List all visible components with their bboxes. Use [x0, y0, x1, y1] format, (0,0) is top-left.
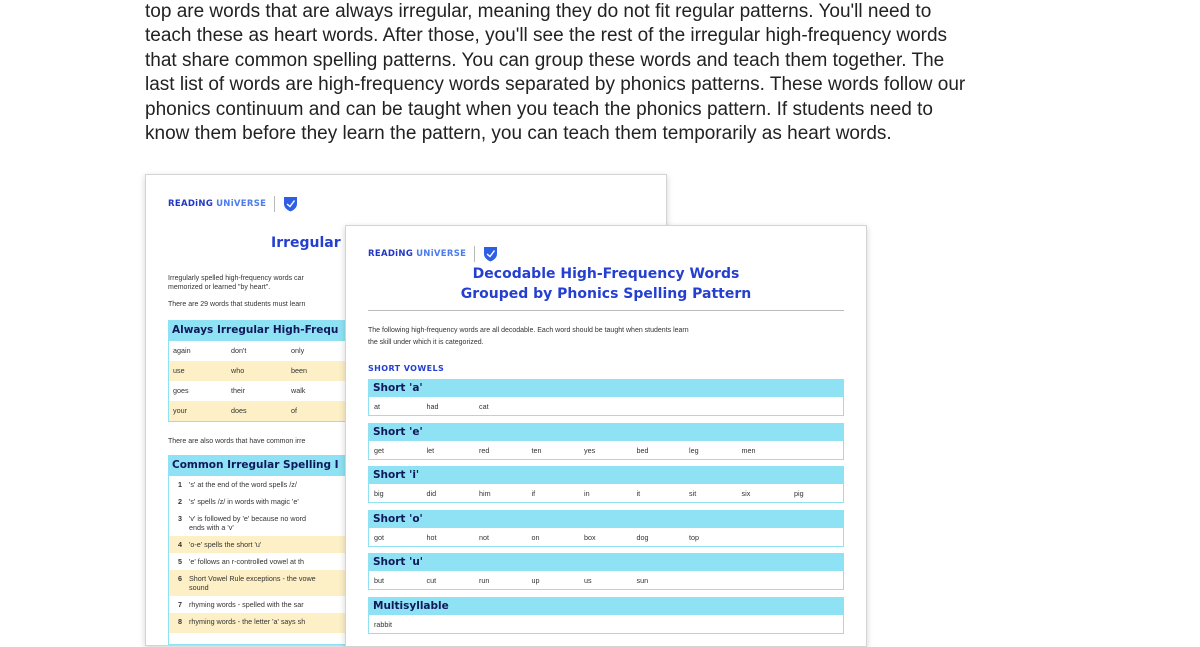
item-text: rhyming words - spelled with the sar: [189, 600, 304, 609]
group-words-row: [368, 615, 844, 634]
word: leg: [689, 445, 699, 455]
word: not: [479, 532, 489, 542]
word: on: [531, 532, 540, 542]
sheet-title: Irregular: [271, 235, 341, 251]
word: did: [426, 489, 437, 498]
intro-line: top are words that are always irregular, meaning they do not fit regular patterns. You'll need to: [145, 1, 932, 22]
description-line: Irregularly spelled high-frequency words car: [168, 275, 304, 282]
table-cell: don't: [231, 346, 247, 355]
group-header: Short 'i': [368, 466, 844, 484]
table-cell: use: [173, 366, 185, 375]
table-cell: only: [291, 346, 305, 355]
word: get: [374, 445, 384, 455]
sheet-subtitle: Grouped by Phonics Spelling Pattern: [460, 286, 752, 302]
word: at: [374, 402, 380, 411]
word: box: [584, 532, 596, 542]
word: but: [374, 576, 384, 585]
title-divider: [368, 310, 844, 311]
item-number: 7: [178, 600, 182, 609]
reading-universe-logo: [368, 246, 498, 262]
table-cell: their: [231, 386, 245, 395]
word: up: [531, 576, 540, 585]
logo-divider: [474, 246, 475, 262]
item-number: 3: [178, 514, 182, 523]
intro-paragraph: [145, 0, 1055, 146]
table-cell: been: [291, 366, 307, 375]
word: red: [479, 445, 490, 455]
word: hot: [426, 532, 437, 542]
logo-word-universe: UNiVERSE: [416, 249, 467, 259]
word: got: [374, 532, 384, 542]
word: men: [741, 445, 756, 455]
description-line: the skill under which it is categorized.: [368, 339, 484, 346]
word: sun: [636, 576, 649, 585]
word: sit: [689, 489, 697, 498]
item-text: sound: [189, 583, 209, 592]
decodable-words-sheet[interactable]: [345, 225, 867, 647]
item-text: rhyming words - the letter 'a' says sh: [189, 617, 306, 626]
word: run: [479, 576, 490, 585]
group-words-row: [368, 571, 844, 590]
intro-line: phonics continuum and can be taught when you teach the phonics pattern. If students need to: [145, 98, 933, 120]
table-cell: goes: [173, 386, 189, 395]
item-number: 5: [178, 557, 182, 566]
description-line: memorized or learned "by heart".: [168, 284, 271, 291]
item-text: 'v' is followed by 'e' because no word: [189, 514, 306, 523]
group-header: Short 'o': [368, 510, 844, 528]
word: dog: [636, 532, 649, 542]
word: him: [479, 489, 491, 498]
sheet-title: Decodable High-Frequency Words: [472, 266, 740, 282]
shield-icon: [483, 246, 498, 262]
table-cell: who: [231, 366, 245, 375]
logo-word-reading: READiNG: [368, 249, 414, 259]
intro-line: last list of words are high-frequency words separated by phonics patterns. These words follow our: [145, 74, 966, 96]
item-text: Short Vowel Rule exceptions - the vowe: [189, 574, 316, 583]
table-cell: does: [231, 406, 247, 415]
always-irregular-table-header: Always Irregular High-Frequ: [168, 320, 468, 340]
word: ten: [531, 445, 542, 455]
word: bed: [636, 445, 649, 455]
word: had: [426, 402, 439, 411]
item-number: 4: [178, 540, 182, 549]
reading-universe-logo: [168, 196, 298, 212]
word: rabbit: [374, 619, 392, 629]
group-words-row: [368, 528, 844, 547]
word: top: [689, 532, 699, 542]
word: six: [741, 489, 751, 498]
logo-word-reading: READiNG: [168, 199, 214, 209]
item-number: 6: [178, 574, 182, 583]
description-line: There are 29 words that students must learn: [168, 301, 306, 308]
table-cell: of: [291, 406, 297, 415]
group-header: Multisyllable: [368, 597, 844, 615]
group-header: Short 'e': [368, 423, 844, 441]
word: pig: [794, 489, 804, 498]
group-words-row: [368, 484, 844, 503]
logo-word-universe: UNiVERSE: [216, 199, 267, 209]
intro-line: teach these as heart words. After those, you'll see the rest of the irregular high-frequency words: [145, 25, 948, 47]
logo-divider: [274, 196, 275, 212]
item-text: 'o-e' spells the short 'u': [189, 540, 262, 549]
section-heading: SHORT VOWELS: [368, 364, 445, 373]
group-header: Short 'a': [368, 379, 844, 397]
item-number: 2: [178, 497, 182, 506]
word: us: [584, 576, 592, 585]
group-header: Short 'u': [368, 553, 844, 571]
intro-line: that share common spelling patterns. You can group these words and teach them together. The: [145, 49, 945, 71]
word: big: [374, 489, 384, 498]
word: let: [426, 445, 435, 455]
table-cell: walk: [291, 386, 306, 395]
table-cell: your: [173, 406, 187, 415]
description-line: The following high-frequency words are all decodable. Each word should be taught when students learn: [368, 327, 689, 334]
item-text: 's' spells /z/ in words with magic 'e': [189, 497, 299, 506]
item-text: 's' at the end of the word spells /z/: [189, 480, 297, 489]
word: cat: [479, 402, 489, 411]
description-line: There are also words that have common irre: [168, 438, 306, 445]
word: yes: [584, 445, 596, 455]
item-text: 'e' follows an r-controlled vowel at th: [189, 557, 305, 566]
word: in: [584, 489, 590, 498]
intro-line: know them before they learn the pattern, you can teach them temporarily as heart words.: [145, 123, 892, 145]
table-cell: again: [173, 346, 191, 355]
shield-icon: [283, 196, 298, 212]
item-text: ends with a 'v': [189, 523, 234, 532]
word: if: [531, 489, 536, 498]
word: it: [636, 489, 641, 498]
group-words-row: [368, 397, 844, 416]
common-irregular-table-header: Common Irregular Spelling I: [168, 455, 468, 475]
group-words-row: [368, 441, 844, 460]
word: cut: [426, 576, 437, 585]
item-number: 8: [178, 617, 182, 626]
item-number: 1: [178, 480, 182, 489]
